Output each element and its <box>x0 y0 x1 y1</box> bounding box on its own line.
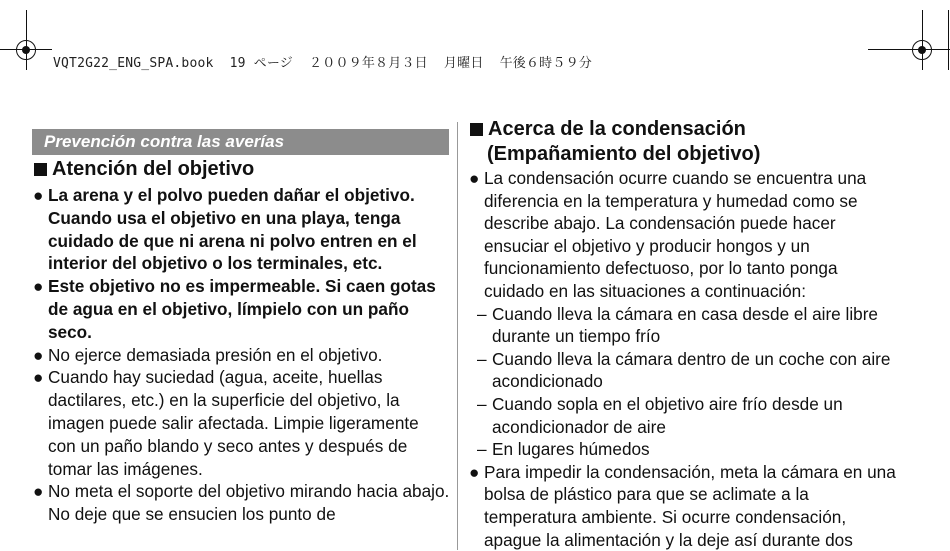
right-column <box>468 117 898 551</box>
dash-icon: – <box>477 303 487 324</box>
sub-list-item <box>468 348 898 393</box>
list-item-text: La condensación ocurre cuando se encuentra una diferencia en la temperatura y humedad como se describe abajo. La condensación puede hacer ensuciar el objetivo y producir hongos y un funcionamiento defectuoso, por lo tanto ponga cuidado en las situaciones a continuación: <box>484 168 867 301</box>
list-item-text: Para impedir la condensación, meta la cámara en una bolsa de plástico para que se aclimate a la temperatura ambiente. Si ocurre condensación, apague la alimentación y la deje así durante dos <box>484 461 896 550</box>
square-bullet-icon <box>34 163 47 176</box>
list-item <box>32 275 450 343</box>
bullet-icon: ● <box>33 276 44 297</box>
left-column <box>32 157 450 526</box>
bullet-icon: ● <box>33 185 44 205</box>
heading-condensation <box>468 117 898 142</box>
bullet-icon: ● <box>469 168 480 188</box>
bullet-icon: ● <box>33 481 44 502</box>
sub-list-item <box>468 438 898 461</box>
list-item <box>468 461 898 551</box>
list-item <box>32 344 450 367</box>
heading-text: Atención del objetivo <box>52 158 255 180</box>
sub-item-text: En lugares húmedos <box>492 439 650 460</box>
list-item-text: La arena y el polvo pueden dañar el objetivo. Cuando usa el objetivo en una playa, tenga cuidado de que ni arena ni polvo entren en el interior del objetivo o los terminales, etc. <box>48 185 417 274</box>
sub-item-text: Cuando lleva la cámara en casa desde el aire libre durante un tiempo frío <box>492 303 878 347</box>
heading-subtitle: (Empañamiento del objetivo) <box>487 143 761 165</box>
sub-item-text: Cuando lleva la cámara dentro de un coche con aire acondicionado <box>492 348 891 392</box>
bullet-icon: ● <box>469 461 480 482</box>
heading-text: Acerca de la condensación <box>488 118 746 140</box>
list-item <box>32 184 450 275</box>
section-title-bar: Prevención contra las averías <box>32 129 449 155</box>
dash-icon: – <box>477 393 487 414</box>
list-item-text: Este objetivo no es impermeable. Si caen gotas de agua en el objetivo, límpielo con un paño seco. <box>48 276 436 342</box>
list-item-text: No ejerce demasiada presión en el objetivo. <box>48 344 383 365</box>
sub-list-item <box>468 393 898 438</box>
list-item <box>32 480 450 526</box>
sub-item-text: Cuando sopla en el objetivo aire frío desde un acondicionador de aire <box>492 393 843 437</box>
dash-icon: – <box>477 439 487 460</box>
dash-icon: – <box>477 348 487 369</box>
list-item-text: Cuando hay suciedad (agua, aceite, huellas dactilares, etc.) en la superficie del objetivo, la imagen puede salir afectada. Limpie ligeramente con un paño blando y seco antes y después de tomar las imágenes. <box>48 367 419 479</box>
bullet-icon: ● <box>33 344 44 365</box>
registration-mark-left <box>11 35 41 65</box>
list-item <box>468 167 898 303</box>
list-item-text: No meta el soporte del objetivo mirando hacia abajo. No deje que se ensucien los punto de <box>48 481 450 525</box>
square-bullet-icon <box>470 123 483 136</box>
heading-lens-care <box>32 157 450 182</box>
print-header: VQT2G22_ENG_SPA.book 19 ページ ２００９年８月３日 月曜日 午後６時５９分 <box>53 56 592 71</box>
sub-list-item <box>468 303 898 348</box>
bullet-icon: ● <box>33 367 44 388</box>
column-divider <box>457 122 458 550</box>
registration-mark-right <box>907 35 937 65</box>
crop-mark-line <box>948 10 949 70</box>
list-item <box>32 366 450 480</box>
